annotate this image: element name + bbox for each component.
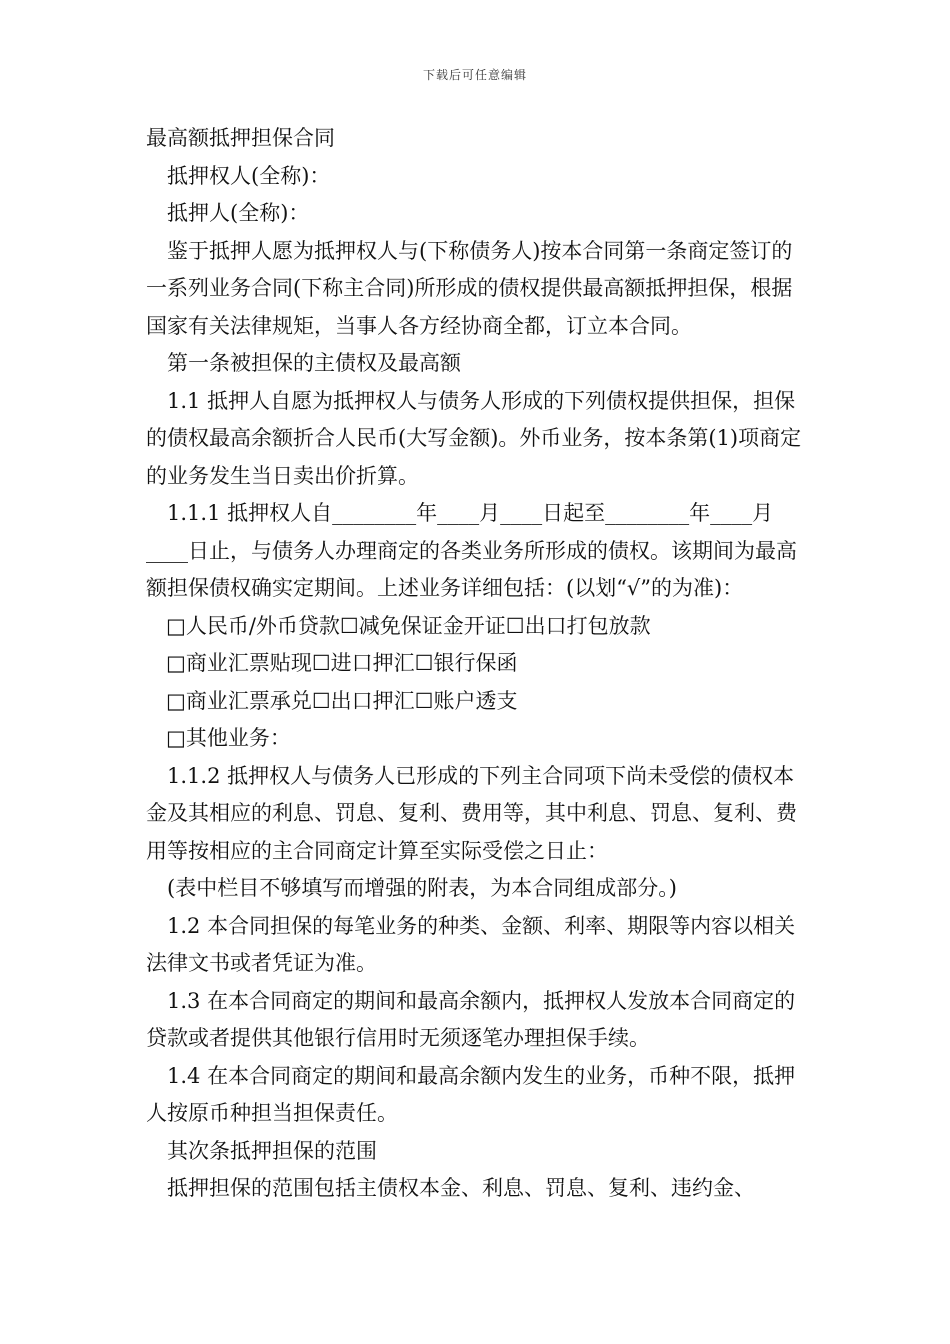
mortgagor-label: 抵押人(全称)： xyxy=(167,201,310,225)
preamble-paragraph: 鉴于抵押人愿为抵押权人与(下称债务人)按本合同第一条商定签订的一系列业务合同(下称主合同)所形成的债权提供最高额抵押担保，根据国家有关法律规矩，当事人各方经协商全都，订立本合同。 xyxy=(146,238,793,338)
option-line: □商业汇票承兑☐出口押汇☐账户透支 xyxy=(166,688,518,713)
option-line: □其他业务： xyxy=(166,726,291,750)
mortgagee-label: 抵押权人(全称)： xyxy=(167,163,331,188)
clause-1-1-2: 1.1.2 抵押权人与债务人已形成的下列主合同项下尚未受偿的债权本金及其相应的利息、罚息、复利、费用等，其中利息、罚息、复利、费用等按相应的主合同商定计算至实际受偿之日止： xyxy=(146,763,797,863)
option-line: □人民币/外币贷款☐减免保证金开证☐出口打包放款 xyxy=(166,613,651,638)
document-body xyxy=(146,120,810,1208)
page-header-note: 下载后可任意编辑 xyxy=(422,68,527,82)
clause-1-4: 1.4 在本合同商定的期间和最高余额内发生的业务，币种不限，抵押人按原币种担当担保责任。 xyxy=(146,1063,796,1125)
article-1-title: 第一条被担保的主债权及最高额 xyxy=(167,351,461,375)
article-2-title: 其次条抵押担保的范围 xyxy=(167,1138,377,1163)
clause-1-2: 1.2 本合同担保的每笔业务的种类、金额、利率、期限等内容以相关法律文书或者凭证为准。 xyxy=(146,913,796,975)
document-title: 最高额抵押担保合同 xyxy=(146,126,335,150)
option-line: □商业汇票贴现☐进口押汇☐银行保函 xyxy=(166,651,518,675)
article-2-text: 抵押担保的范围包括主债权本金、利息、罚息、复利、违约金、 xyxy=(167,1176,755,1200)
clause-1-1-1: 1.1.1 抵押权人自________年____月____日起至________年____月____日止，与债务人办理商定的各类业务所形成的债权。该期间为最高额担保债权确实定期间。上述业务详细包括：(以划“√”的为准)： xyxy=(146,501,797,600)
table-note: (表中栏目不够填写而增强的附表，为本合同组成部分。) xyxy=(167,876,677,900)
clause-1-3: 1.3 在本合同商定的期间和最高余额内，抵押权人发放本合同商定的贷款或者提供其他银行信用时无须逐笔办理担保手续。 xyxy=(146,988,796,1050)
clause-1-1: 1.1 抵押人自愿为抵押权人与债务人形成的下列债权提供担保，担保的债权最高余额折合人民币(大写金额)。外币业务，按本条第(1)项商定的业务发生当日卖出价折算。 xyxy=(146,388,802,488)
